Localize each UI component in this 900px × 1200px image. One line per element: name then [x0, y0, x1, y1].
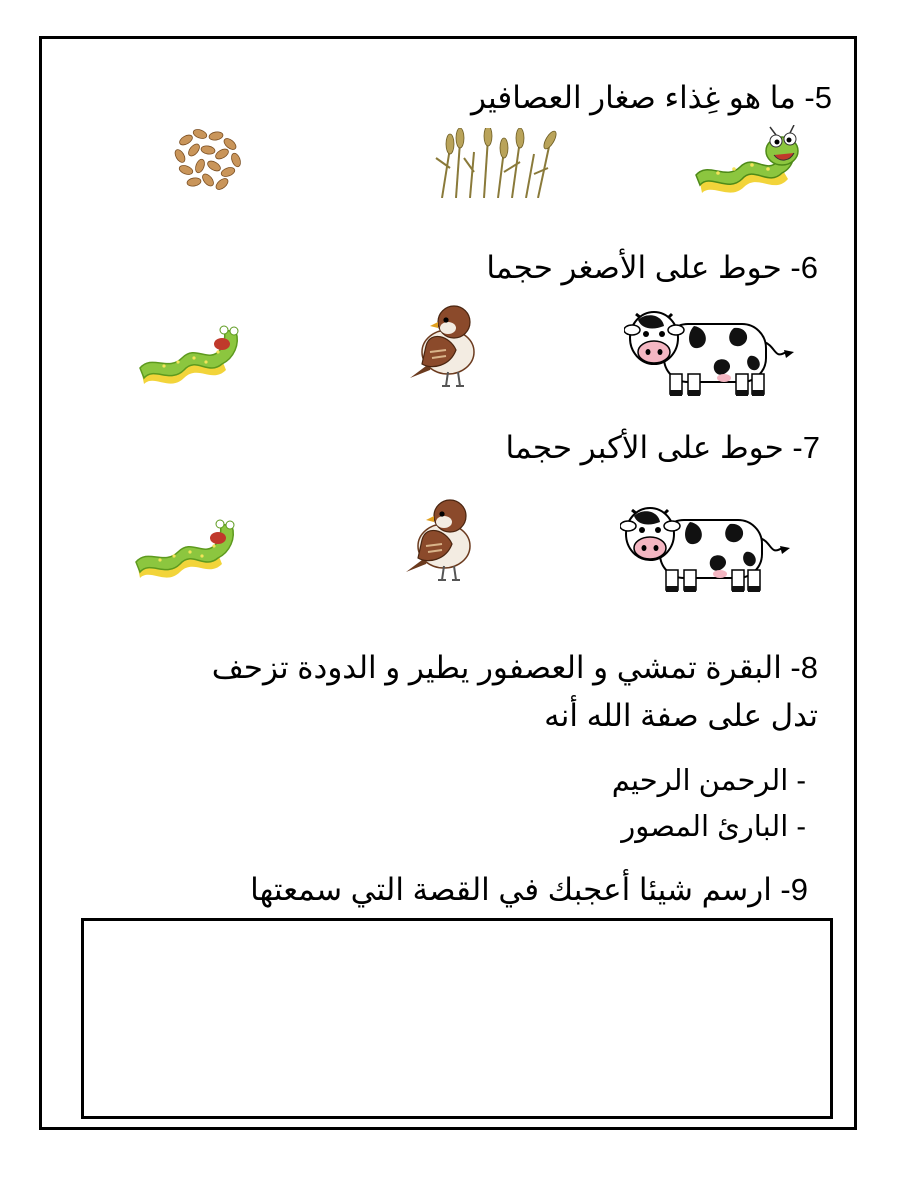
answer-option-1[interactable]: - الرحمن الرحيم — [611, 765, 806, 797]
drawing-area[interactable] — [81, 918, 833, 1119]
cow-icon[interactable] — [620, 498, 792, 594]
cow-icon[interactable] — [624, 302, 796, 398]
question-8-line-1: 8- البقرة تمشي و العصفور يطير و الدودة تزحف — [211, 650, 818, 685]
question-8-line-2: تدل على صفة الله أنه — [544, 698, 818, 733]
question-5: 5- ما هو غِذاء صغار العصافير — [470, 80, 832, 115]
seeds-icon[interactable] — [166, 120, 250, 196]
sparrow-icon[interactable] — [396, 494, 488, 586]
question-6: 6- حوط على الأصغر حجما — [486, 250, 818, 285]
question-9: 9- ارسم شيئا أعجبك في القصة التي سمعتها — [250, 872, 808, 907]
answer-option-2[interactable]: - البارئ المصور — [621, 811, 806, 843]
worm-icon[interactable] — [134, 322, 246, 394]
worm-icon[interactable] — [690, 125, 802, 203]
worm-icon[interactable] — [130, 516, 242, 588]
question-7: 7- حوط على الأكبر حجما — [505, 430, 820, 465]
wheat-icon[interactable] — [430, 128, 558, 198]
sparrow-icon[interactable] — [400, 300, 492, 392]
